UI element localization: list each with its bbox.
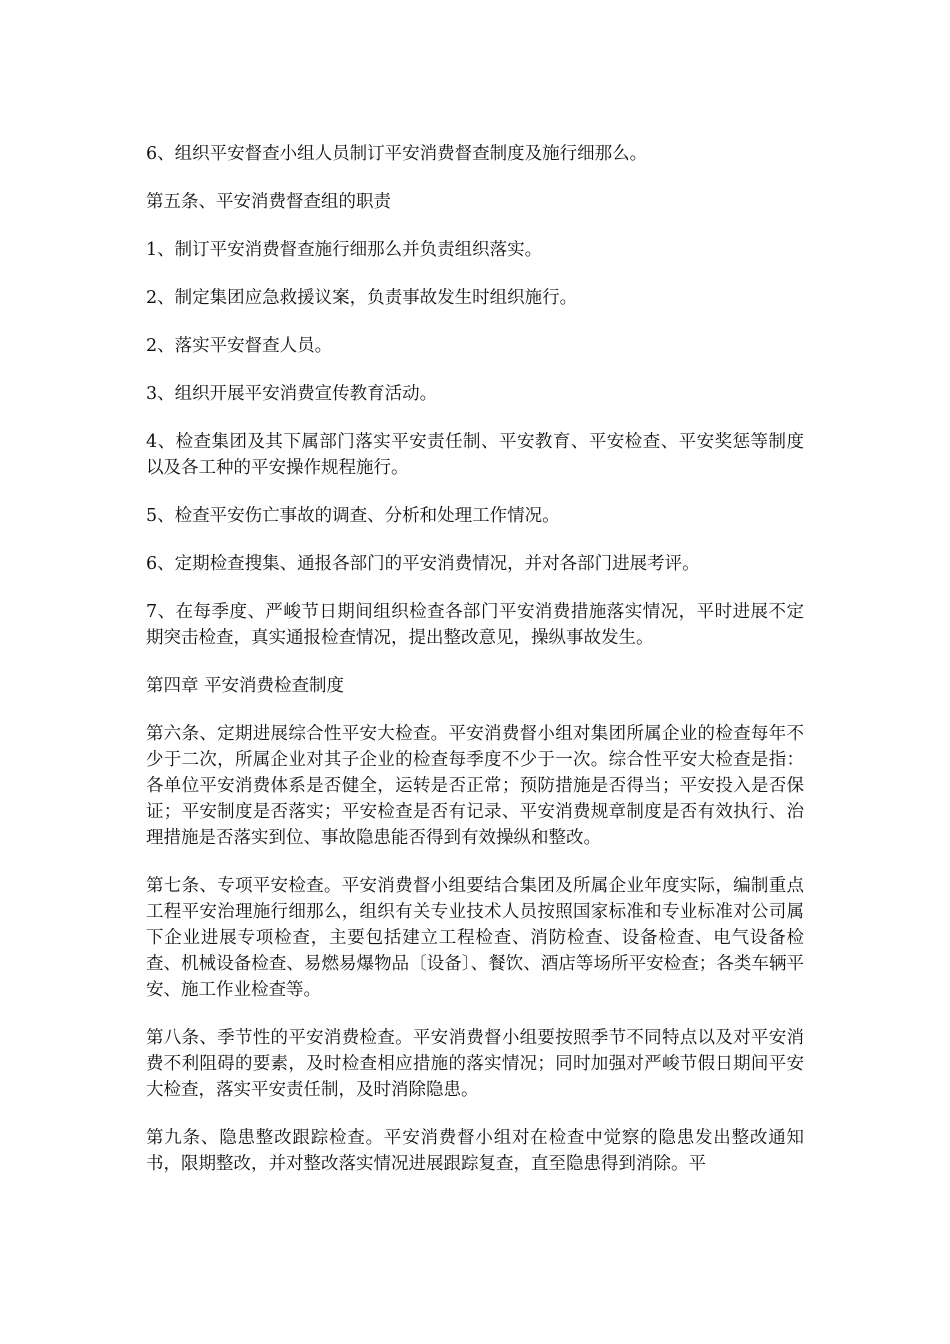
paragraph-item-2b: 2、落实平安督查人员。 [146, 336, 333, 356]
paragraph-item-4: 4、检查集团及其下属部门落实平安责任制、平安教育、平安检查、平安奖惩等制度以及各工种的平安操作规程施行。 [146, 432, 804, 478]
paragraph-item-6b: 6、定期检查搜集、通报各部门的平安消费情况，并对各部门进展考评。 [146, 554, 700, 574]
article-7-paragraph: 第七条、专项平安检查。平安消费督小组要结合集团及所属企业年度实际，编制重点工程平安治理施行细那么，组织有关专业技术人员按照国家标准和专业标准对公司属下企业进展专项检查，主要包括建立工程检查、消防检查、设备检查、电气设备检查、机械设备检查、易燃易爆物品〔设备〕、餐饮、酒店等场所平安检查；各类车辆平安、施工作业检查等。 [146, 876, 804, 1000]
article-9-paragraph: 第九条、隐患整改跟踪检查。平安消费督小组对在检查中觉察的隐患发出整改通知书，限期整改，并对整改落实情况进展跟踪复查，直至隐患得到消除。平 [146, 1128, 804, 1174]
paragraph-item-6: 6、组织平安督查小组人员制订平安消费督查制度及施行细那么。 [146, 144, 648, 164]
paragraph-item-2a: 2、制定集团应急救援议案，负责事故发生时组织施行。 [146, 288, 578, 308]
paragraph-item-5: 5、检查平安伤亡事故的调查、分析和处理工作情况。 [146, 506, 560, 526]
paragraph-item-7: 7、在每季度、严峻节日期间组织检查各部门平安消费措施落实情况，平时进展不定期突击检查，真实通报检查情况，提出整改意见，操纵事故发生。 [146, 602, 804, 648]
paragraph-item-1: 1、制订平安消费督查施行细那么并负责组织落实。 [146, 240, 543, 260]
paragraph-item-3: 3、组织开展平安消费宣传教育活动。 [146, 384, 438, 404]
document-body [146, 141, 804, 1199]
article-5-heading: 第五条、平安消费督查组的职责 [146, 192, 391, 212]
article-8-paragraph: 第八条、季节性的平安消费检查。平安消费督小组要按照季节不同特点以及对平安消费不利阻碍的要素，及时检查相应措施的落实情况；同时加强对严峻节假日期间平安大检查，落实平安责任制，及时消除隐患。 [146, 1028, 804, 1100]
article-6-paragraph: 第六条、定期进展综合性平安大检查。平安消费督小组对集团所属企业的检查每年不少于二次，所属企业对其子企业的检查每季度不少于一次。综合性平安大检查是指：各单位平安消费体系是否健全，运转是否正常；预防措施是否得当；平安投入是否保证；平安制度是否落实；平安检查是否有记录、平安消费规章制度是否有效执行、治理措施是否落实到位、事故隐患能否得到有效操纵和整改。 [146, 724, 804, 848]
chapter-4-heading: 第四章 平安消费检查制度 [146, 676, 345, 696]
